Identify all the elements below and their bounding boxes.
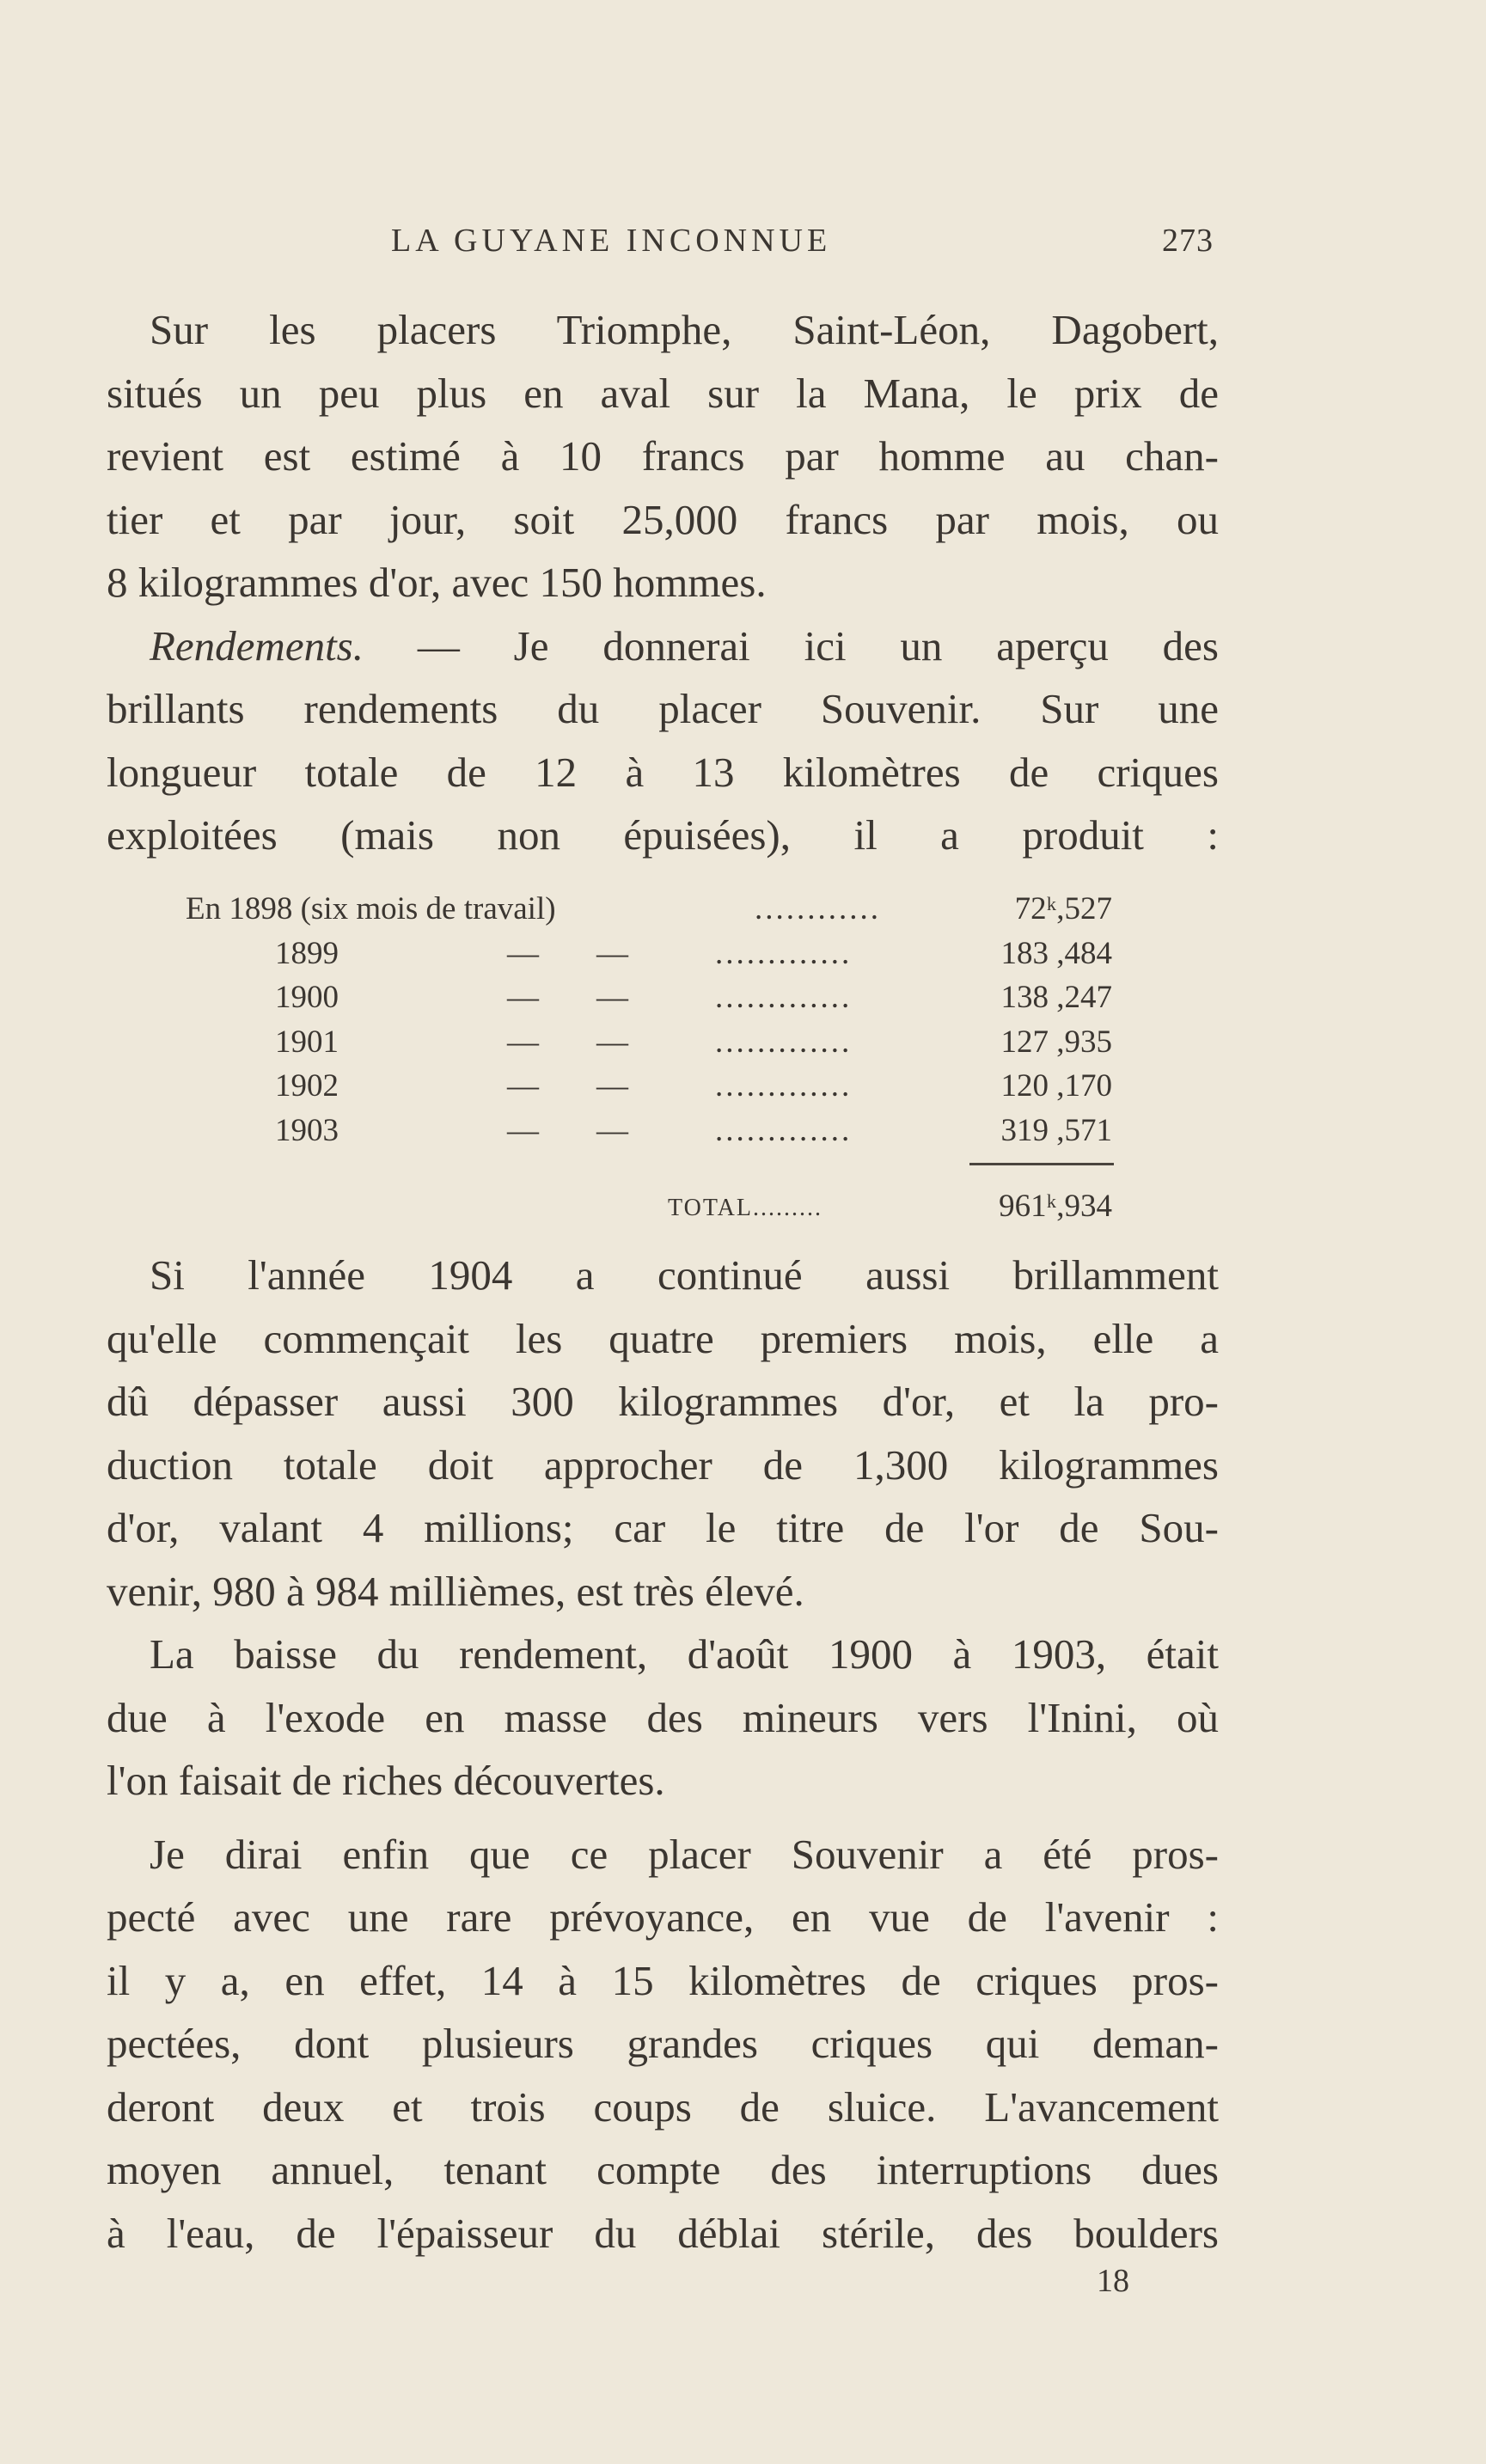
cell-value: 138 ,247: [1000, 980, 1112, 1015]
table-row: [0, 979, 1486, 1023]
line-text: pectées, dont plusieurs grandes criques qui deman-: [107, 2020, 1219, 2067]
text-block-bottom: [107, 1244, 1219, 2265]
cell-year: 1900: [275, 980, 339, 1015]
line-text: exploitées (mais non épuisées), il a produit :: [107, 811, 1219, 859]
cell-dash2: —: [596, 935, 628, 971]
running-title: LA GUYANE INCONNUE: [391, 223, 832, 259]
line-text: Je dirai enfin que ce placer Souvenir a été pros-: [150, 1830, 1219, 1878]
cell-dots: ............: [755, 891, 881, 926]
table-row: [0, 1024, 1486, 1067]
cell-year: 1899: [275, 935, 339, 971]
total-row: [0, 1188, 1486, 1232]
text-line: [107, 1949, 1219, 2013]
cell-dash2: —: [596, 980, 628, 1015]
cell-dots: .............: [715, 935, 853, 971]
text-line: [107, 1434, 1219, 1497]
line-text: à l'eau, de l'épaisseur du déblai stérile, des boulders: [107, 2209, 1219, 2257]
cell-dash1: —: [507, 980, 539, 1015]
text-line: [107, 1560, 1219, 1623]
text-line: [107, 1496, 1219, 1560]
signature-mark: 18: [1097, 2263, 1129, 2299]
text-line: [107, 2076, 1219, 2139]
line-text: Si l'année 1904 a continué aussi brillamment: [150, 1251, 1219, 1299]
cell-dash1: —: [507, 1112, 539, 1148]
italic-heading: Rendements.: [150, 621, 364, 669]
cell-value: 183 ,484: [1000, 935, 1112, 971]
cell-dots: .............: [715, 1024, 853, 1060]
cell-dots: .............: [715, 980, 853, 1015]
line-text: duction totale doit approcher de 1,300 kilogrammes: [107, 1440, 1219, 1489]
text-line: [107, 1370, 1219, 1434]
text-line: [107, 1823, 1219, 1886]
cell-value: 120 ,170: [1000, 1068, 1112, 1104]
line-text: La baisse du rendement, d'août 1900 à 1903, était: [150, 1630, 1219, 1678]
cell-year: 1901: [275, 1024, 339, 1060]
line-text: 8 kilogrammes d'or, avec 150 hommes.: [107, 559, 767, 606]
text-line: [107, 2202, 1219, 2265]
text-line: [107, 1623, 1219, 1686]
line-text: moyen annuel, tenant compte des interruptions dues: [107, 2146, 1219, 2193]
line-text: longueur totale de 12 à 13 kilomètres de criques: [107, 748, 1219, 796]
cell-value: 319 ,571: [1000, 1112, 1112, 1148]
line-text: brillants rendements du placer Souvenir. Sur une: [107, 685, 1219, 732]
total-rule: [969, 1163, 1114, 1165]
table-row: [0, 1067, 1486, 1111]
line-text: venir, 980 à 984 millièmes, est très élevé.: [107, 1567, 804, 1615]
cell-year: En 1898 (six mois de travail): [186, 891, 556, 926]
table-row: [0, 1112, 1486, 1156]
text-line: [107, 2012, 1219, 2076]
cell-dots: .............: [715, 1068, 853, 1104]
text-line: [107, 1749, 1219, 1813]
line-text: Sur les placers Triomphe, Saint-Léon, Dagobert,: [150, 306, 1219, 353]
total-value: 961ᵏ,934: [999, 1189, 1112, 1224]
cell-value: 127 ,935: [1000, 1024, 1112, 1060]
line-text: deront deux et trois coups de sluice. L'avancement: [107, 2082, 1219, 2131]
line-text: dû dépasser aussi 300 kilogrammes d'or, et la pro-: [107, 1378, 1219, 1425]
table-row: [0, 935, 1486, 979]
line-text: pecté avec une rare prévoyance, en vue de l'avenir :: [107, 1893, 1219, 1941]
cell-dash1: —: [507, 1068, 539, 1104]
line-text: due à l'exode en masse des mineurs vers l'Inini, où: [107, 1693, 1219, 1741]
line-text: d'or, valant 4 millions; car le titre de l'or de Sou-: [107, 1504, 1219, 1551]
line-text: qu'elle commençait les quatre premiers mois, elle a: [107, 1314, 1219, 1362]
line-text: — Je donnerai ici un aperçu des: [364, 621, 1219, 669]
cell-dash1: —: [507, 1024, 539, 1060]
cell-year: 1902: [275, 1068, 339, 1104]
cell-dash2: —: [596, 1024, 628, 1060]
text-line: [107, 2138, 1219, 2202]
table-row: [0, 890, 1486, 934]
line-text: il y a, en effet, 14 à 15 kilomètres de criques pros-: [107, 1956, 1219, 2004]
line-text: tier et par jour, soit 25,000 francs par mois, ou: [107, 495, 1219, 543]
cell-dash2: —: [596, 1112, 628, 1148]
line-text: l'on faisait de riches découvertes.: [107, 1757, 665, 1804]
cell-value: 72ᵏ,527: [1014, 891, 1112, 926]
total-label: TOTAL.........: [668, 1195, 823, 1221]
line-text: situés un peu plus en aval sur la Mana, le prix de: [107, 369, 1219, 417]
text-line: [107, 1886, 1219, 1949]
text-line: [107, 1307, 1219, 1371]
cell-dash2: —: [596, 1068, 628, 1104]
text-line: [107, 1244, 1219, 1307]
cell-dash1: —: [507, 935, 539, 971]
text-line: [107, 1686, 1219, 1750]
page-number: 273: [1162, 223, 1214, 259]
cell-dots: .............: [715, 1112, 853, 1148]
line-text: revient est estimé à 10 francs par homme au chan-: [107, 432, 1219, 480]
cell-year: 1903: [275, 1112, 339, 1148]
